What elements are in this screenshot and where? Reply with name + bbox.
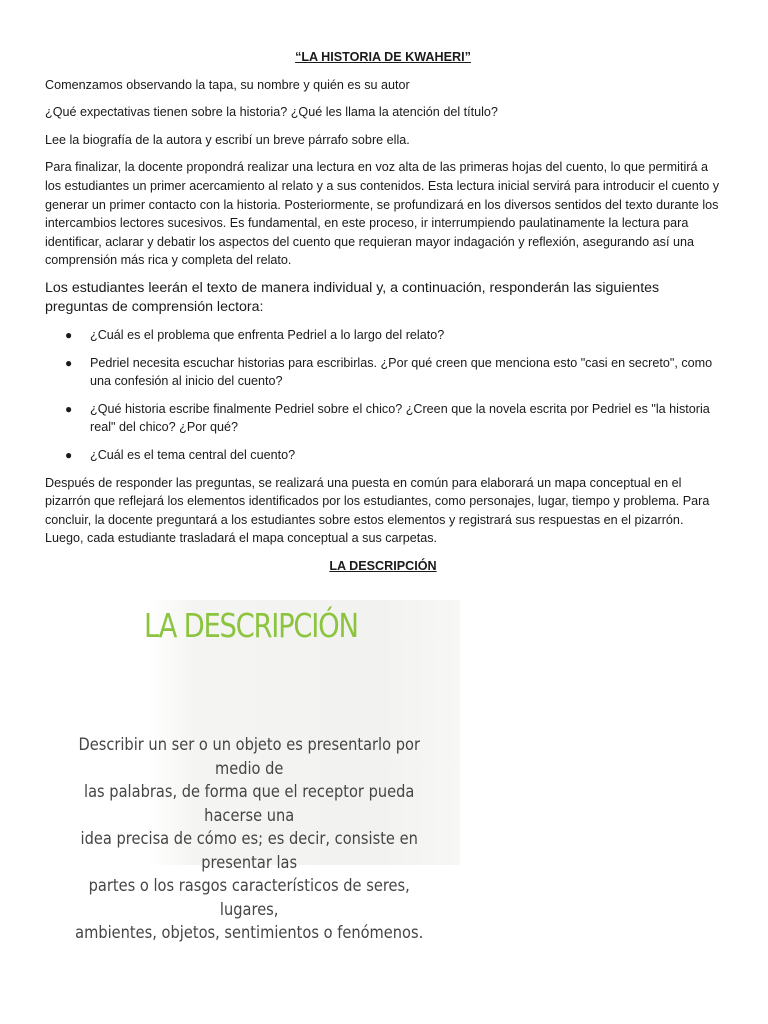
paragraph-reading: Para finalizar, la docente propondrá realizar una lectura en voz alta de las primeras hojas del cuento, lo que permitirá a los estudiantes un primer acercamiento al relato y a sus contenidos. Esta lectura inicial servirá para introducir el cuento y generar un primer contacto con la historia. Posteriormente, se profundizará en los diversos sentidos del texto durante los intercambios lectores sucesivos. Es fundamental, en este proceso, ir interrumpiendo paulatinamente la lectura para identificar, aclarar y debatir los aspectos del cuento que requieran mayor indagación y reflexión, asegurando así una comprensión más rica y completa del relato. [45, 160, 720, 268]
bullet-icon: ● [65, 401, 73, 416]
figure-definition [60, 734, 438, 946]
bullet-icon: ● [65, 447, 73, 462]
bullet-icon: ● [65, 327, 73, 342]
paragraph-cover: Comenzamos observando la tapa, su nombre y quién es su autor [45, 77, 410, 92]
document-page [45, 48, 721, 575]
section-title: LA DESCRIPCIÓN [329, 558, 437, 573]
paragraph-expectations: ¿Qué expectativas tienen sobre la historia? ¿Qué les llama la atención del título? [45, 105, 498, 120]
list-item [45, 326, 721, 345]
figure-line: partes o los rasgos característicos de seres, lugares, [88, 876, 410, 920]
figure-line: ambientes, objetos, sentimientos o fenómenos. [75, 923, 424, 943]
list-item [45, 354, 721, 391]
questions-list [45, 326, 721, 465]
question-text: ¿Qué historia escribe finalmente Pedriel sobre el chico? ¿Creen que la novela escrita por Pedriel es "la historia real" del chico? ¿Por qué? [90, 401, 710, 435]
list-item [45, 446, 721, 465]
question-text: ¿Cuál es el problema que enfrenta Pedriel a lo largo del relato? [90, 327, 445, 342]
question-text: Pedriel necesita escuchar historias para escribirlas. ¿Por qué creen que menciona esto "casi en secreto", como una confesión al inicio del cuento? [90, 355, 713, 389]
description-image [60, 600, 460, 943]
question-text: ¿Cuál es el tema central del cuento? [90, 447, 296, 462]
list-item [45, 400, 721, 437]
figure-title: LA DESCRIPCIÓN [144, 606, 358, 645]
figure-line: idea precisa de cómo es; es decir, consiste en presentar las [80, 829, 418, 873]
bullet-icon: ● [65, 355, 73, 370]
figure-line: Describir un ser o un objeto es presentarlo por medio de [78, 735, 420, 779]
document-title: “LA HISTORIA DE KWAHERI” [295, 50, 471, 64]
figure-line: las palabras, de forma que el receptor pueda hacerse una [84, 782, 415, 826]
questions-intro: Los estudiantes leerán el texto de manera individual y, a continuación, responderán las siguientes preguntas de comprensión lectora: [45, 279, 660, 316]
paragraph-concept-map: Después de responder las preguntas, se realizará una puesta en común para elaborará un mapa conceptual en el pizarrón que reflejará los elementos identificados por los estudiantes, como personajes, lugar, tiempo y problema. Para concluir, la docente preguntará a los estudiantes sobre estos elementos y registrará sus respuestas en el pizarrón. Luego, cada estudiante trasladará el mapa conceptual a sus carpetas. [45, 475, 710, 546]
paragraph-biography: Lee la biografía de la autora y escribí un breve párrafo sobre ella. [45, 132, 410, 147]
